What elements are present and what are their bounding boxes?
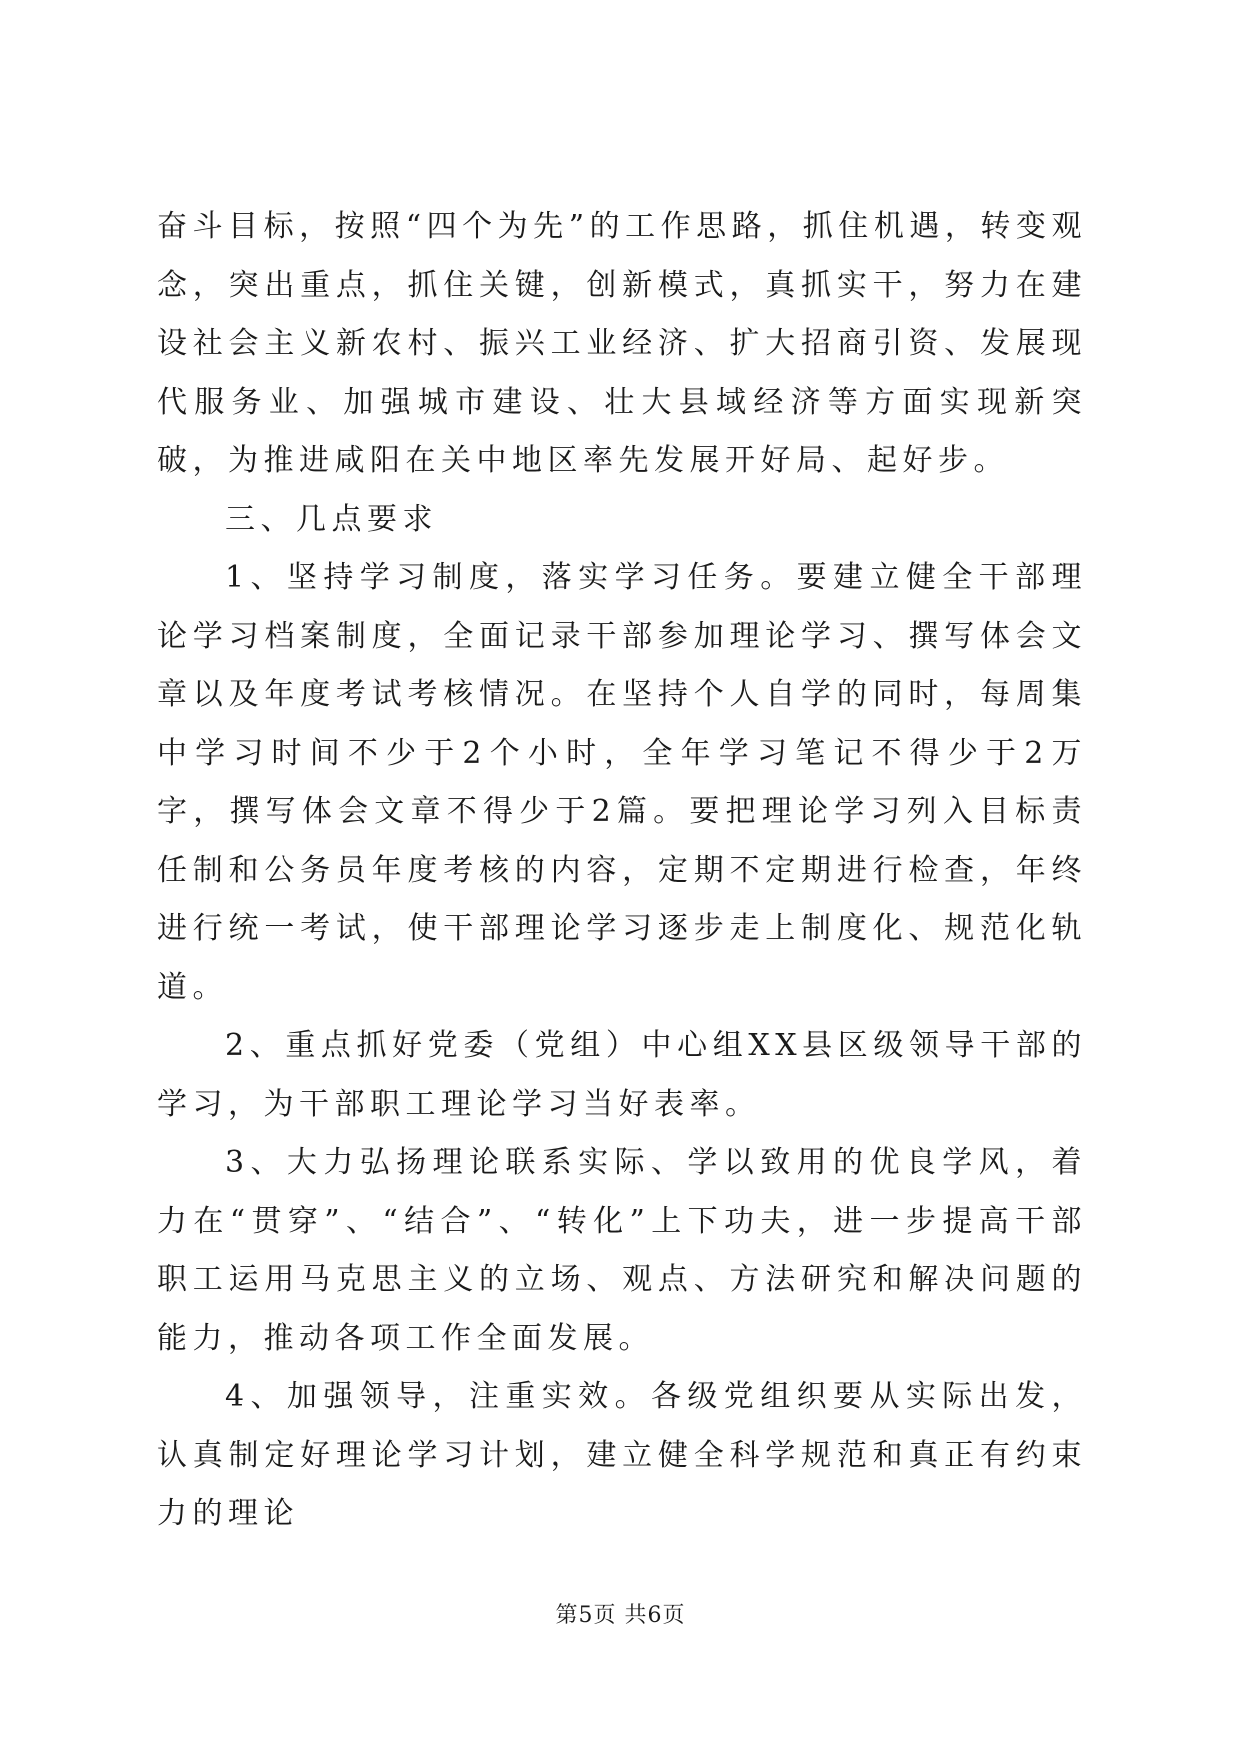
paragraph-continuation: 奋斗目标，按照“四个为先”的工作思路，抓住机遇，转变观念，突出重点，抓住关键，创新模式，真抓实干，努力在建设社会主义新农村、振兴工业经济、扩大招商引资、发展现代服务业、加强城市建设、壮大县域经济等方面实现新突破，为推进咸阳在关中地区率先发展开好局、起好步。	[157, 209, 1087, 478]
paragraph-item-4: 4、加强领导，注重实效。各级党组织要从实际出发，认真制定好理论学习计划，建立健全科学规范和真正有约束力的理论	[157, 1379, 1087, 1531]
paragraph-item-2: 2、重点抓好党委（党组）中心组XX县区级领导干部的学习，为干部职工理论学习当好表率。	[157, 1028, 1087, 1122]
document-body	[157, 198, 1087, 1544]
paragraph-item-3: 3、大力弘扬理论联系实际、学以致用的优良学风，着力在“贯穿”、“结合”、“转化”上下功夫，进一步提高干部职工运用马克思主义的立场、观点、方法研究和解决问题的能力，推动各项工作全面发展。	[157, 1145, 1087, 1356]
paragraph-item-1: 1、坚持学习制度，落实学习任务。要建立健全干部理论学习档案制度，全面记录干部参加理论学习、撰写体会文章以及年度考试考核情况。在坚持个人自学的同时，每周集中学习时间不少于2个小时，全年学习笔记不得少于2万字，撰写体会文章不得少于2篇。要把理论学习列入目标责任制和公务员年度考核的内容，定期不定期进行检查，年终进行统一考试，使干部理论学习逐步走上制度化、规范化轨道。	[157, 560, 1087, 1005]
page-number-footer: 第5页 共6页	[555, 1603, 686, 1628]
section-heading-requirements: 三、几点要求	[225, 501, 438, 537]
